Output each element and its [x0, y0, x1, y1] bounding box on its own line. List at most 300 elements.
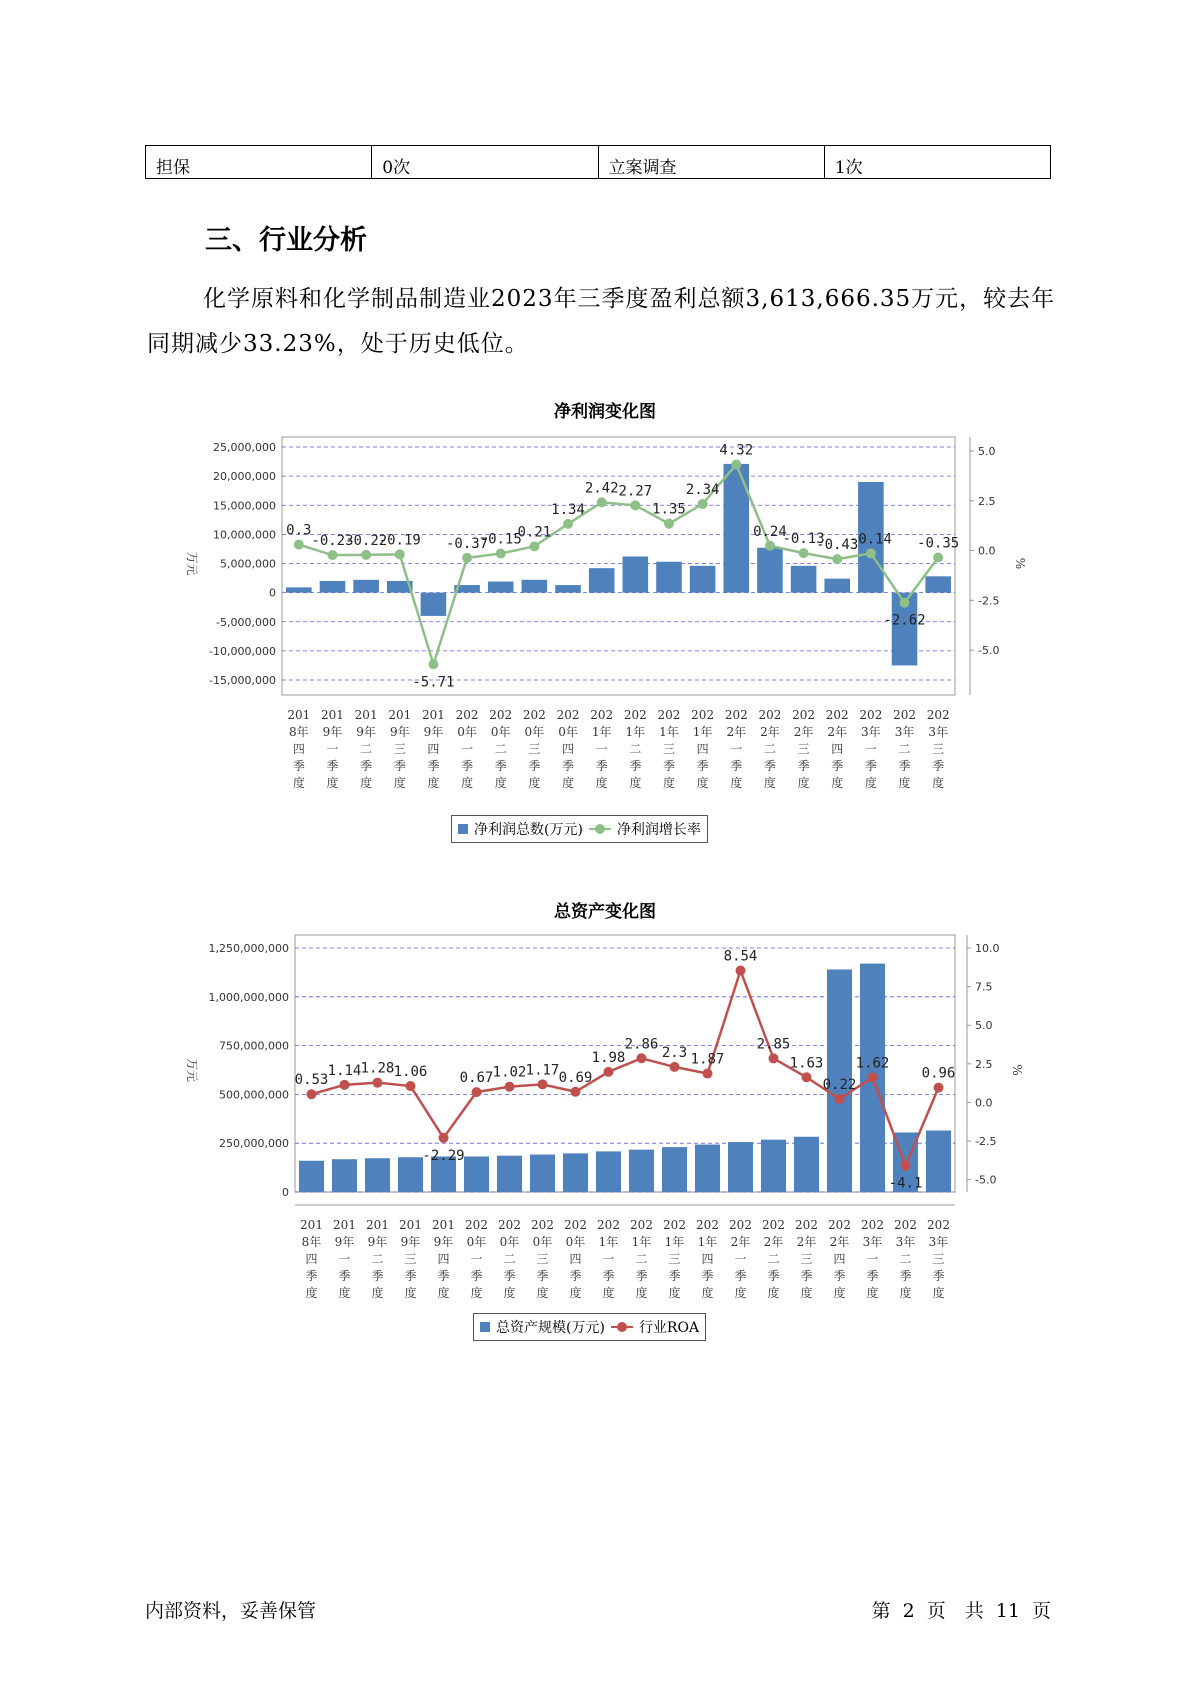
y-tick-label: 1,000,000,000: [208, 990, 289, 1004]
line-point: [664, 519, 674, 529]
y2-tick-label: -2.5: [978, 594, 1000, 608]
data-label: 1.02: [492, 1064, 527, 1081]
x-tick-label: 季: [831, 759, 844, 773]
x-tick-label: 季: [470, 1269, 483, 1283]
net-profit-chart: [0, 425, 1191, 865]
y-tick-label: 0: [269, 586, 276, 600]
data-label: 1.35: [652, 501, 686, 518]
x-tick-label: 3年: [928, 1235, 949, 1249]
total-assets-chart: [0, 930, 1191, 1350]
x-tick-label: 度: [662, 776, 675, 790]
x-tick-label: 1年: [598, 1235, 619, 1249]
data-label: 1.62: [855, 1055, 890, 1072]
line-point: [307, 1089, 317, 1099]
legend-label: 净利润增长率: [616, 822, 701, 838]
line-point: [799, 548, 809, 558]
bar: [332, 1159, 357, 1192]
x-tick-label: 一: [734, 1252, 747, 1266]
x-tick-label: 度: [864, 776, 877, 790]
x-tick-label: 202: [828, 1218, 851, 1232]
line-point: [868, 1072, 878, 1082]
data-label: -0.22: [345, 532, 388, 549]
y-tick-label: 25,000,000: [213, 441, 276, 454]
x-tick-label: 一: [470, 1252, 483, 1266]
line-point: [462, 553, 472, 563]
x-tick-label: 0年: [457, 725, 477, 739]
line-point: [496, 549, 506, 559]
x-tick-label: 季: [437, 1269, 450, 1283]
data-label: 0.21: [517, 524, 552, 541]
x-tick-label: 季: [562, 759, 575, 773]
x-tick-label: 度: [932, 1286, 945, 1300]
x-tick-label: 季: [360, 759, 373, 773]
x-tick-label: 季: [393, 759, 406, 773]
x-tick-label: 度: [730, 776, 743, 790]
bar: [757, 548, 783, 593]
x-tick-label: 度: [763, 776, 776, 790]
y-axis-label: 万元: [185, 551, 199, 576]
x-tick-label: 1年: [692, 725, 713, 739]
page-number: 第 2 页 共 11 页: [871, 1600, 1051, 1622]
x-tick-label: 二: [767, 1252, 780, 1266]
x-tick-label: 9年: [356, 725, 376, 739]
x-tick-label: 三: [528, 742, 541, 756]
x-tick-label: 二: [899, 1252, 912, 1266]
x-tick-label: 2年: [726, 725, 747, 739]
x-tick-label: 202: [894, 1218, 917, 1232]
x-tick-label: 2年: [829, 1235, 850, 1249]
bar: [761, 1140, 786, 1192]
y2-tick-label: 10.0: [975, 942, 1000, 955]
line-point: [395, 549, 405, 559]
x-tick-label: 季: [503, 1269, 516, 1283]
bar: [522, 580, 548, 593]
bar: [299, 1161, 324, 1192]
x-tick-label: 202: [696, 1218, 719, 1232]
data-label: 1.87: [690, 1051, 725, 1068]
bar: [286, 587, 312, 592]
chart-title: 总资产变化图: [554, 902, 656, 922]
line-point: [736, 966, 746, 976]
x-tick-label: 202: [597, 1218, 620, 1232]
x-tick-label: 3年: [928, 725, 948, 739]
x-tick-label: 3年: [862, 1235, 883, 1249]
x-tick-label: 一: [602, 1252, 615, 1266]
x-tick-label: 二: [371, 1252, 384, 1266]
x-tick-label: 季: [461, 759, 474, 773]
x-tick-label: 度: [696, 776, 709, 790]
x-tick-label: 度: [797, 776, 810, 790]
x-tick-label: 季: [668, 1269, 681, 1283]
x-tick-label: 季: [602, 1269, 615, 1283]
x-tick-label: 9年: [322, 725, 343, 739]
line-point: [505, 1082, 515, 1092]
x-tick-label: 度: [734, 1286, 747, 1300]
data-label: 2.85: [756, 1036, 791, 1053]
y-tick-label: -10,000,000: [209, 644, 276, 658]
table-cell: 1次: [824, 146, 1050, 179]
line-point: [765, 541, 775, 551]
x-tick-label: 202: [455, 708, 479, 722]
bar: [824, 579, 850, 593]
data-label: -0.19: [378, 532, 421, 549]
data-label: 1.06: [393, 1064, 428, 1081]
x-tick-label: 季: [494, 759, 507, 773]
legend-line-swatch: [611, 1326, 633, 1328]
x-tick-label: 202: [590, 708, 614, 722]
data-label: -2.29: [422, 1147, 465, 1164]
y-axis-label: 万元: [185, 1057, 199, 1083]
x-tick-label: 一: [338, 1252, 351, 1266]
bar: [488, 582, 514, 593]
data-label: -5.71: [412, 674, 455, 691]
x-tick-label: 度: [898, 776, 911, 790]
x-tick-label: 0年: [499, 1235, 520, 1249]
x-tick-label: 201: [333, 1218, 356, 1232]
data-label: 2.86: [624, 1036, 659, 1053]
y-tick-label: 1,250,000,000: [208, 942, 289, 955]
y2-tick-label: -2.5: [975, 1135, 997, 1149]
x-tick-label: 度: [494, 776, 507, 790]
x-tick-label: 9年: [334, 1235, 355, 1249]
x-tick-label: 202: [926, 708, 950, 722]
y-tick-label: 15,000,000: [213, 499, 276, 513]
x-tick-label: 0年: [466, 1235, 487, 1249]
data-label: 0.24: [753, 523, 787, 540]
x-tick-label: 季: [569, 1269, 582, 1283]
x-tick-label: 季: [866, 1269, 879, 1283]
x-tick-label: 季: [536, 1269, 549, 1283]
x-tick-label: 9年: [400, 1235, 421, 1249]
x-tick-label: 四: [427, 742, 440, 756]
x-tick-label: 2年: [730, 1235, 751, 1249]
x-tick-label: 四: [437, 1252, 450, 1266]
x-tick-label: 3年: [861, 725, 881, 739]
data-label: 2.27: [618, 483, 653, 500]
x-tick-label: 度: [536, 1286, 549, 1300]
x-tick-label: 三: [404, 1252, 417, 1266]
x-tick-label: 202: [564, 1218, 587, 1232]
x-tick-label: 202: [861, 1218, 884, 1232]
line-point: [900, 598, 910, 608]
x-tick-label: 202: [657, 708, 681, 722]
data-label: 1.14: [327, 1062, 362, 1079]
bar: [728, 1142, 753, 1192]
line-point: [439, 1133, 449, 1143]
x-tick-label: 度: [470, 1286, 483, 1300]
data-label: 1.17: [525, 1062, 560, 1079]
body-paragraph: 化学原料和化学制品制造业2023年三季度盈利总额3,613,666.35万元，较去年同期减少33.23%，处于历史低位。: [147, 286, 1056, 357]
bar: [925, 576, 951, 592]
plot-frame: [282, 437, 955, 695]
x-tick-label: 四: [569, 1252, 582, 1266]
x-tick-label: 四: [696, 742, 709, 756]
x-tick-label: 2年: [796, 1235, 817, 1249]
data-label: 2.34: [685, 481, 720, 498]
x-tick-label: 202: [498, 1218, 521, 1232]
x-tick-label: 季: [404, 1269, 417, 1283]
y2-tick-label: 2.5: [975, 1057, 993, 1071]
data-label: 8.54: [723, 948, 758, 965]
x-tick-label: 季: [763, 759, 776, 773]
x-tick-label: 一: [595, 742, 608, 756]
legend-label: 净利润总数(万元): [474, 822, 583, 838]
bar: [690, 566, 716, 593]
x-tick-label: 一: [866, 1252, 879, 1266]
chart-legend: [451, 815, 708, 843]
line-point: [538, 1079, 548, 1089]
x-tick-label: 度: [360, 776, 373, 790]
x-tick-label: 四: [701, 1252, 714, 1266]
x-tick-label: 1年: [591, 725, 612, 739]
legend-line-swatch: [589, 828, 611, 830]
x-tick-label: 1年: [659, 725, 679, 739]
y2-tick-label: 5.0: [978, 444, 996, 458]
y2-tick-label: 2.5: [978, 494, 996, 508]
data-label: -2.62: [883, 612, 926, 629]
x-tick-label: 202: [663, 1218, 686, 1232]
y2-tick-label: 5.0: [975, 1019, 993, 1033]
y-tick-label: -5,000,000: [216, 615, 276, 629]
x-tick-label: 季: [797, 759, 810, 773]
x-tick-label: 202: [724, 708, 748, 722]
bar: [623, 557, 649, 593]
y-tick-label: 500,000,000: [219, 1088, 289, 1102]
x-tick-label: 0年: [490, 725, 511, 739]
data-label: 1.63: [789, 1055, 824, 1072]
x-tick-label: 季: [864, 759, 877, 773]
data-label: 0.96: [921, 1065, 956, 1082]
info-table: [145, 145, 1051, 179]
y-tick-label: 0: [282, 1186, 289, 1199]
x-tick-label: 202: [623, 708, 647, 722]
x-tick-label: 一: [326, 742, 339, 756]
section-title: 三、行业分析: [205, 225, 367, 256]
line-point: [373, 1078, 383, 1088]
x-tick-label: 3年: [895, 1235, 916, 1249]
x-tick-label: 度: [932, 776, 945, 790]
data-label: 0.69: [558, 1069, 593, 1086]
x-tick-label: 度: [562, 776, 575, 790]
x-tick-label: 三: [932, 742, 945, 756]
x-tick-label: 2年: [760, 725, 780, 739]
x-tick-label: 201: [366, 1218, 389, 1232]
data-label: 2.42: [584, 480, 619, 497]
x-tick-label: 度: [767, 1286, 780, 1300]
x-tick-label: 季: [767, 1269, 780, 1283]
x-tick-label: 201: [421, 708, 445, 722]
x-tick-label: 度: [899, 1286, 912, 1300]
x-tick-label: 9年: [367, 1235, 388, 1249]
x-tick-label: 三: [662, 742, 675, 756]
x-tick-label: 度: [595, 776, 608, 790]
x-tick-label: 度: [866, 1286, 879, 1300]
x-tick-label: 二: [635, 1252, 648, 1266]
y-tick-label: 20,000,000: [213, 470, 276, 484]
x-tick-label: 三: [393, 742, 406, 756]
x-tick-label: 二: [360, 742, 373, 756]
y-tick-label: 10,000,000: [213, 528, 276, 542]
x-tick-label: 四: [833, 1252, 846, 1266]
line-point: [901, 1161, 911, 1171]
line-point: [472, 1087, 482, 1097]
x-tick-label: 季: [338, 1269, 351, 1283]
line-point: [637, 1053, 647, 1063]
y-tick-label: -15,000,000: [209, 674, 276, 687]
line-point: [769, 1053, 779, 1063]
x-tick-label: 季: [371, 1269, 384, 1283]
data-label: 0.3: [286, 522, 312, 539]
legend-bar-swatch: [458, 824, 468, 834]
x-tick-label: 季: [662, 759, 675, 773]
bar: [563, 1153, 588, 1192]
x-tick-label: 三: [800, 1252, 813, 1266]
y-tick-label: 250,000,000: [219, 1137, 289, 1151]
y2-tick-label: 7.5: [975, 980, 993, 994]
data-label: -0.13: [782, 531, 825, 548]
x-tick-label: 202: [489, 708, 513, 722]
table-row: [146, 146, 1051, 179]
x-tick-label: 202: [825, 708, 849, 722]
x-tick-label: 四: [292, 742, 305, 756]
x-tick-label: 度: [393, 776, 406, 790]
line-point: [563, 519, 573, 529]
x-tick-label: 2年: [827, 725, 848, 739]
x-tick-label: 201: [388, 708, 412, 722]
x-tick-label: 三: [668, 1252, 681, 1266]
bar: [656, 562, 682, 593]
line-point: [731, 460, 741, 470]
x-tick-label: 202: [465, 1218, 488, 1232]
bar: [320, 581, 346, 593]
x-tick-label: 度: [602, 1286, 615, 1300]
line-point: [340, 1080, 350, 1090]
x-tick-label: 201: [399, 1218, 422, 1232]
x-tick-label: 202: [522, 708, 546, 722]
line-point: [866, 548, 876, 558]
x-tick-label: 二: [494, 742, 507, 756]
x-tick-label: 三: [932, 1252, 945, 1266]
legend-bar-swatch: [480, 1322, 490, 1332]
footer-note: 内部资料，妥善保管: [145, 1600, 317, 1622]
x-tick-label: 度: [503, 1286, 516, 1300]
x-tick-label: 0年: [565, 1235, 586, 1249]
x-tick-label: 202: [927, 1218, 950, 1232]
x-tick-label: 9年: [423, 725, 444, 739]
data-label: -0.14: [849, 531, 892, 548]
x-tick-label: 二: [763, 742, 776, 756]
x-tick-label: 度: [437, 1286, 450, 1300]
x-tick-label: 8年: [301, 1235, 322, 1249]
bar: [421, 593, 447, 616]
x-tick-label: 度: [831, 776, 844, 790]
x-tick-label: 二: [629, 742, 642, 756]
line-point: [670, 1062, 680, 1072]
x-tick-label: 度: [701, 1286, 714, 1300]
y2-tick-label: -5.0: [975, 1173, 997, 1187]
data-label: -0.23: [311, 533, 354, 550]
bar: [662, 1147, 687, 1192]
x-tick-label: 一: [461, 742, 474, 756]
x-tick-label: 度: [833, 1286, 846, 1300]
line-point: [802, 1072, 812, 1082]
data-label: 0.67: [459, 1070, 494, 1087]
data-label: -0.43: [816, 537, 859, 554]
x-tick-label: 202: [893, 708, 916, 722]
line-point: [933, 553, 943, 563]
line-point: [361, 550, 371, 560]
x-tick-label: 一: [864, 742, 877, 756]
line-point: [832, 554, 842, 564]
x-tick-label: 0年: [532, 1235, 553, 1249]
x-tick-label: 度: [528, 776, 541, 790]
x-tick-label: 度: [635, 1286, 648, 1300]
x-tick-label: 季: [734, 1269, 747, 1283]
x-tick-label: 季: [932, 759, 945, 773]
line-point: [703, 1069, 713, 1079]
x-tick-label: 季: [326, 759, 339, 773]
line-point: [406, 1081, 416, 1091]
data-label: 4.32: [719, 442, 754, 459]
x-tick-label: 202: [630, 1218, 653, 1232]
x-tick-label: 度: [292, 776, 305, 790]
chart-legend: [473, 1313, 706, 1341]
x-tick-label: 202: [859, 708, 883, 722]
data-label: -0.37: [445, 535, 489, 552]
bar: [596, 1151, 621, 1192]
data-label: -0.15: [479, 531, 522, 548]
x-tick-label: 度: [427, 776, 440, 790]
x-tick-label: 季: [427, 759, 440, 773]
bar: [794, 1137, 819, 1192]
x-tick-label: 二: [503, 1252, 516, 1266]
x-tick-label: 201: [354, 708, 378, 722]
x-tick-label: 季: [629, 759, 642, 773]
x-tick-label: 度: [338, 1286, 351, 1300]
line-point: [698, 499, 708, 509]
bar: [791, 566, 817, 593]
bar: [530, 1155, 555, 1192]
x-tick-label: 202: [758, 708, 782, 722]
line-point: [630, 500, 640, 510]
y2-tick-label: 0.0: [975, 1096, 993, 1110]
x-tick-label: 202: [556, 708, 580, 722]
y-tick-label: 5,000,000: [220, 557, 276, 571]
x-tick-label: 季: [932, 1269, 945, 1283]
line-point: [934, 1083, 944, 1093]
x-tick-label: 1年: [697, 1235, 718, 1249]
x-tick-label: 季: [899, 1269, 912, 1283]
x-tick-label: 度: [371, 1286, 384, 1300]
x-tick-label: 季: [635, 1269, 648, 1283]
x-tick-label: 一: [730, 742, 743, 756]
data-label: 2.3: [661, 1044, 688, 1061]
x-tick-label: 季: [595, 759, 608, 773]
x-tick-label: 度: [326, 776, 339, 790]
data-label: 0.22: [822, 1077, 857, 1094]
chart-title: 净利润变化图: [554, 402, 656, 422]
x-tick-label: 度: [569, 1286, 582, 1300]
x-tick-label: 季: [701, 1269, 714, 1283]
x-tick-label: 201: [300, 1218, 323, 1232]
bar: [365, 1158, 390, 1192]
x-tick-label: 季: [305, 1269, 318, 1283]
legend-label: 行业ROA: [638, 1320, 700, 1336]
x-tick-label: 8年: [289, 725, 309, 739]
data-label: 1.34: [551, 501, 585, 518]
line-point: [604, 1067, 614, 1077]
x-tick-label: 度: [800, 1286, 813, 1300]
